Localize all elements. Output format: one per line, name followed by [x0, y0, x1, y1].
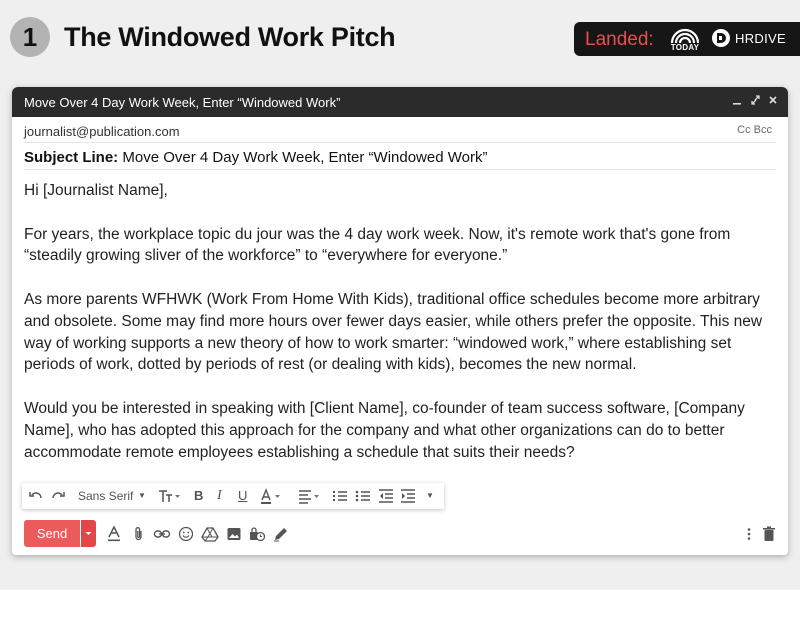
body-paragraph: Hi [Journalist Name], — [24, 182, 168, 199]
body-paragraph: For years, the workplace topic du jour was the 4 day work week. Now, it's remote work that's gone from “steadily growing sliver of the workforce” to “everywhere for everyone.” — [24, 225, 731, 265]
subject-field[interactable] — [24, 149, 487, 166]
italic-icon[interactable]: I — [217, 488, 222, 503]
formatting-options-icon[interactable] — [105, 526, 123, 542]
more-options-icon[interactable] — [740, 526, 758, 542]
expand-icon[interactable] — [750, 94, 761, 109]
photo-icon[interactable] — [225, 526, 243, 542]
compose-window-title: Move Over 4 Day Work Week, Enter “Windowed Work” — [24, 95, 341, 110]
recipient-field[interactable]: journalist@publication.com — [24, 124, 180, 139]
indent-less-icon[interactable] — [378, 487, 394, 505]
text-size-icon[interactable] — [158, 487, 182, 505]
chevron-down-icon — [81, 520, 96, 547]
today-rainbow-icon — [669, 27, 701, 44]
drive-icon[interactable] — [201, 526, 219, 542]
chevron-down-icon: ▼ — [138, 491, 146, 500]
redo-icon[interactable] — [50, 487, 66, 505]
today-logo-text: TODAY — [670, 43, 700, 52]
formatting-toolbar — [22, 483, 444, 509]
indent-more-icon[interactable] — [400, 487, 416, 505]
schedule-send-button[interactable] — [81, 520, 96, 547]
divider — [24, 142, 776, 143]
today-logo — [669, 27, 701, 53]
link-icon[interactable] — [153, 526, 171, 542]
minimize-icon[interactable] — [732, 94, 742, 109]
font-select[interactable] — [78, 487, 148, 505]
subject-value: Move Over 4 Day Work Week, Enter “Windowed Work” — [122, 149, 488, 166]
page-title: The Windowed Work Pitch — [64, 22, 396, 52]
body-paragraph: Would you be interested in speaking with [Client Name], co-founder of team success software, [Company Name], who has adopted this approach for the company and what other organizations can do to better accommodate remote employees establishing a schedule that suits their needs? — [24, 399, 745, 461]
numbered-list-icon[interactable] — [332, 487, 348, 505]
text-color-icon[interactable] — [260, 487, 286, 505]
font-select-value: Sans Serif — [78, 489, 134, 503]
emoji-icon[interactable] — [177, 526, 195, 542]
underline-icon[interactable]: U — [238, 488, 248, 503]
attach-icon[interactable] — [130, 526, 148, 542]
more-formatting-icon[interactable]: ▼ — [426, 491, 434, 500]
trash-icon[interactable] — [760, 526, 778, 542]
send-button[interactable]: Send — [24, 520, 80, 547]
bold-icon[interactable]: B — [194, 488, 204, 503]
signature-icon[interactable] — [272, 526, 290, 542]
divider — [24, 169, 776, 170]
bulleted-list-icon[interactable] — [355, 487, 371, 505]
step-number-badge: 1 — [10, 17, 50, 57]
align-icon[interactable] — [298, 487, 324, 505]
hrdive-mark-icon — [711, 28, 731, 48]
compose-window — [12, 87, 788, 555]
hrdive-logo — [711, 28, 791, 50]
close-icon[interactable] — [768, 94, 778, 109]
hrdive-logo-text: HRDIVE — [735, 31, 786, 46]
cc-bcc-link[interactable]: Cc Bcc — [737, 124, 772, 136]
confidential-icon[interactable] — [248, 526, 266, 542]
message-body[interactable] — [24, 180, 776, 485]
body-paragraph: As more parents WFHWK (Work From Home With Kids), traditional office schedules become more arbitrary and obsolete. Some may find more hours over fewer days easier, while others prefer the opposite. This new way of working supports a new theory of how to work smarter: “windowed work,” where establishing set periods of work, dotted by periods of rest (or dealing with kids), becomes the new normal. — [24, 290, 763, 374]
compose-titlebar — [12, 87, 788, 117]
undo-icon[interactable] — [28, 487, 44, 505]
subject-label: Subject Line: — [24, 149, 119, 166]
landed-label: Landed: — [585, 29, 654, 50]
